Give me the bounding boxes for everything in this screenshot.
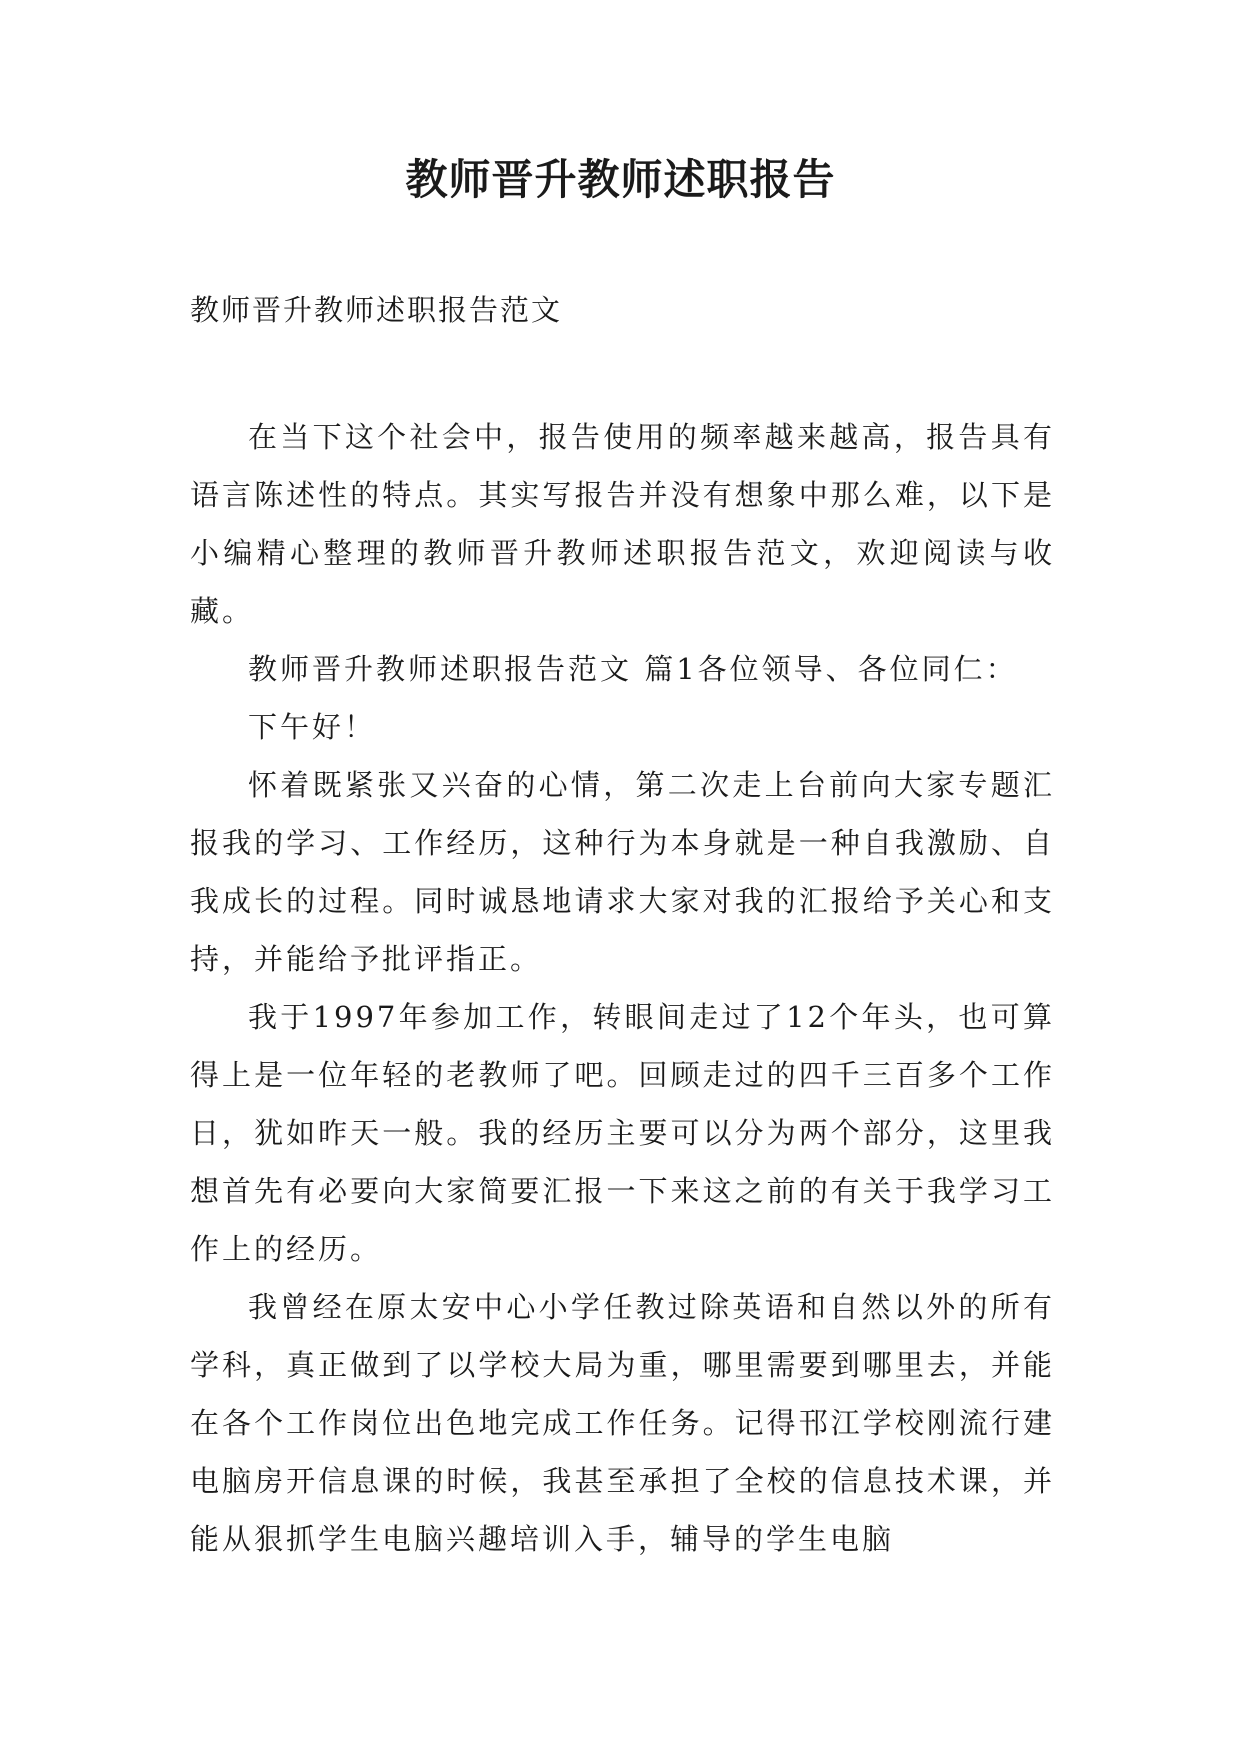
paragraph: 我曾经在原太安中心小学任教过除英语和自然以外的所有学科，真正做到了以学校大局为重，哪里需要到哪里去，并能在各个工作岗位出色地完成工作任务。记得邗江学校刚流行建电脑房开信息课的时候，我甚至承担了全校的信息技术课，并能从狠抓学生电脑兴趣培训入手，辅导的学生电脑 <box>190 1290 1055 1556</box>
document-subtitle: 教师晋升教师述职报告范文 <box>190 293 563 327</box>
paragraph: 我于1997年参加工作，转眼间走过了12个年头，也可算得上是一位年轻的老教师了吧。回顾走过的四千三百多个工作日，犹如昨天一般。我的经历主要可以分为两个部分，这里我想首先有必要向大家简要汇报一下来这之前的有关于我学习工作上的经历。 <box>190 1000 1055 1266</box>
paragraph: 在当下这个社会中，报告使用的频率越来越高，报告具有语言陈述性的特点。其实写报告并没有想象中那么难，以下是小编精心整理的教师晋升教师述职报告范文，欢迎阅读与收藏。 <box>190 420 1055 628</box>
paragraph: 下午好！ <box>248 710 377 744</box>
document-body <box>190 408 1055 1568</box>
paragraph: 教师晋升教师述职报告范文 篇1各位领导、各位同仁： <box>248 652 1018 686</box>
document-title: 教师晋升教师述职报告 <box>405 155 836 204</box>
paragraph: 怀着既紧张又兴奋的心情，第二次走上台前向大家专题汇报我的学习、工作经历，这种行为本身就是一种自我激励、自我成长的过程。同时诚恳地请求大家对我的汇报给予关心和支持，并能给予批评指正。 <box>190 768 1055 976</box>
